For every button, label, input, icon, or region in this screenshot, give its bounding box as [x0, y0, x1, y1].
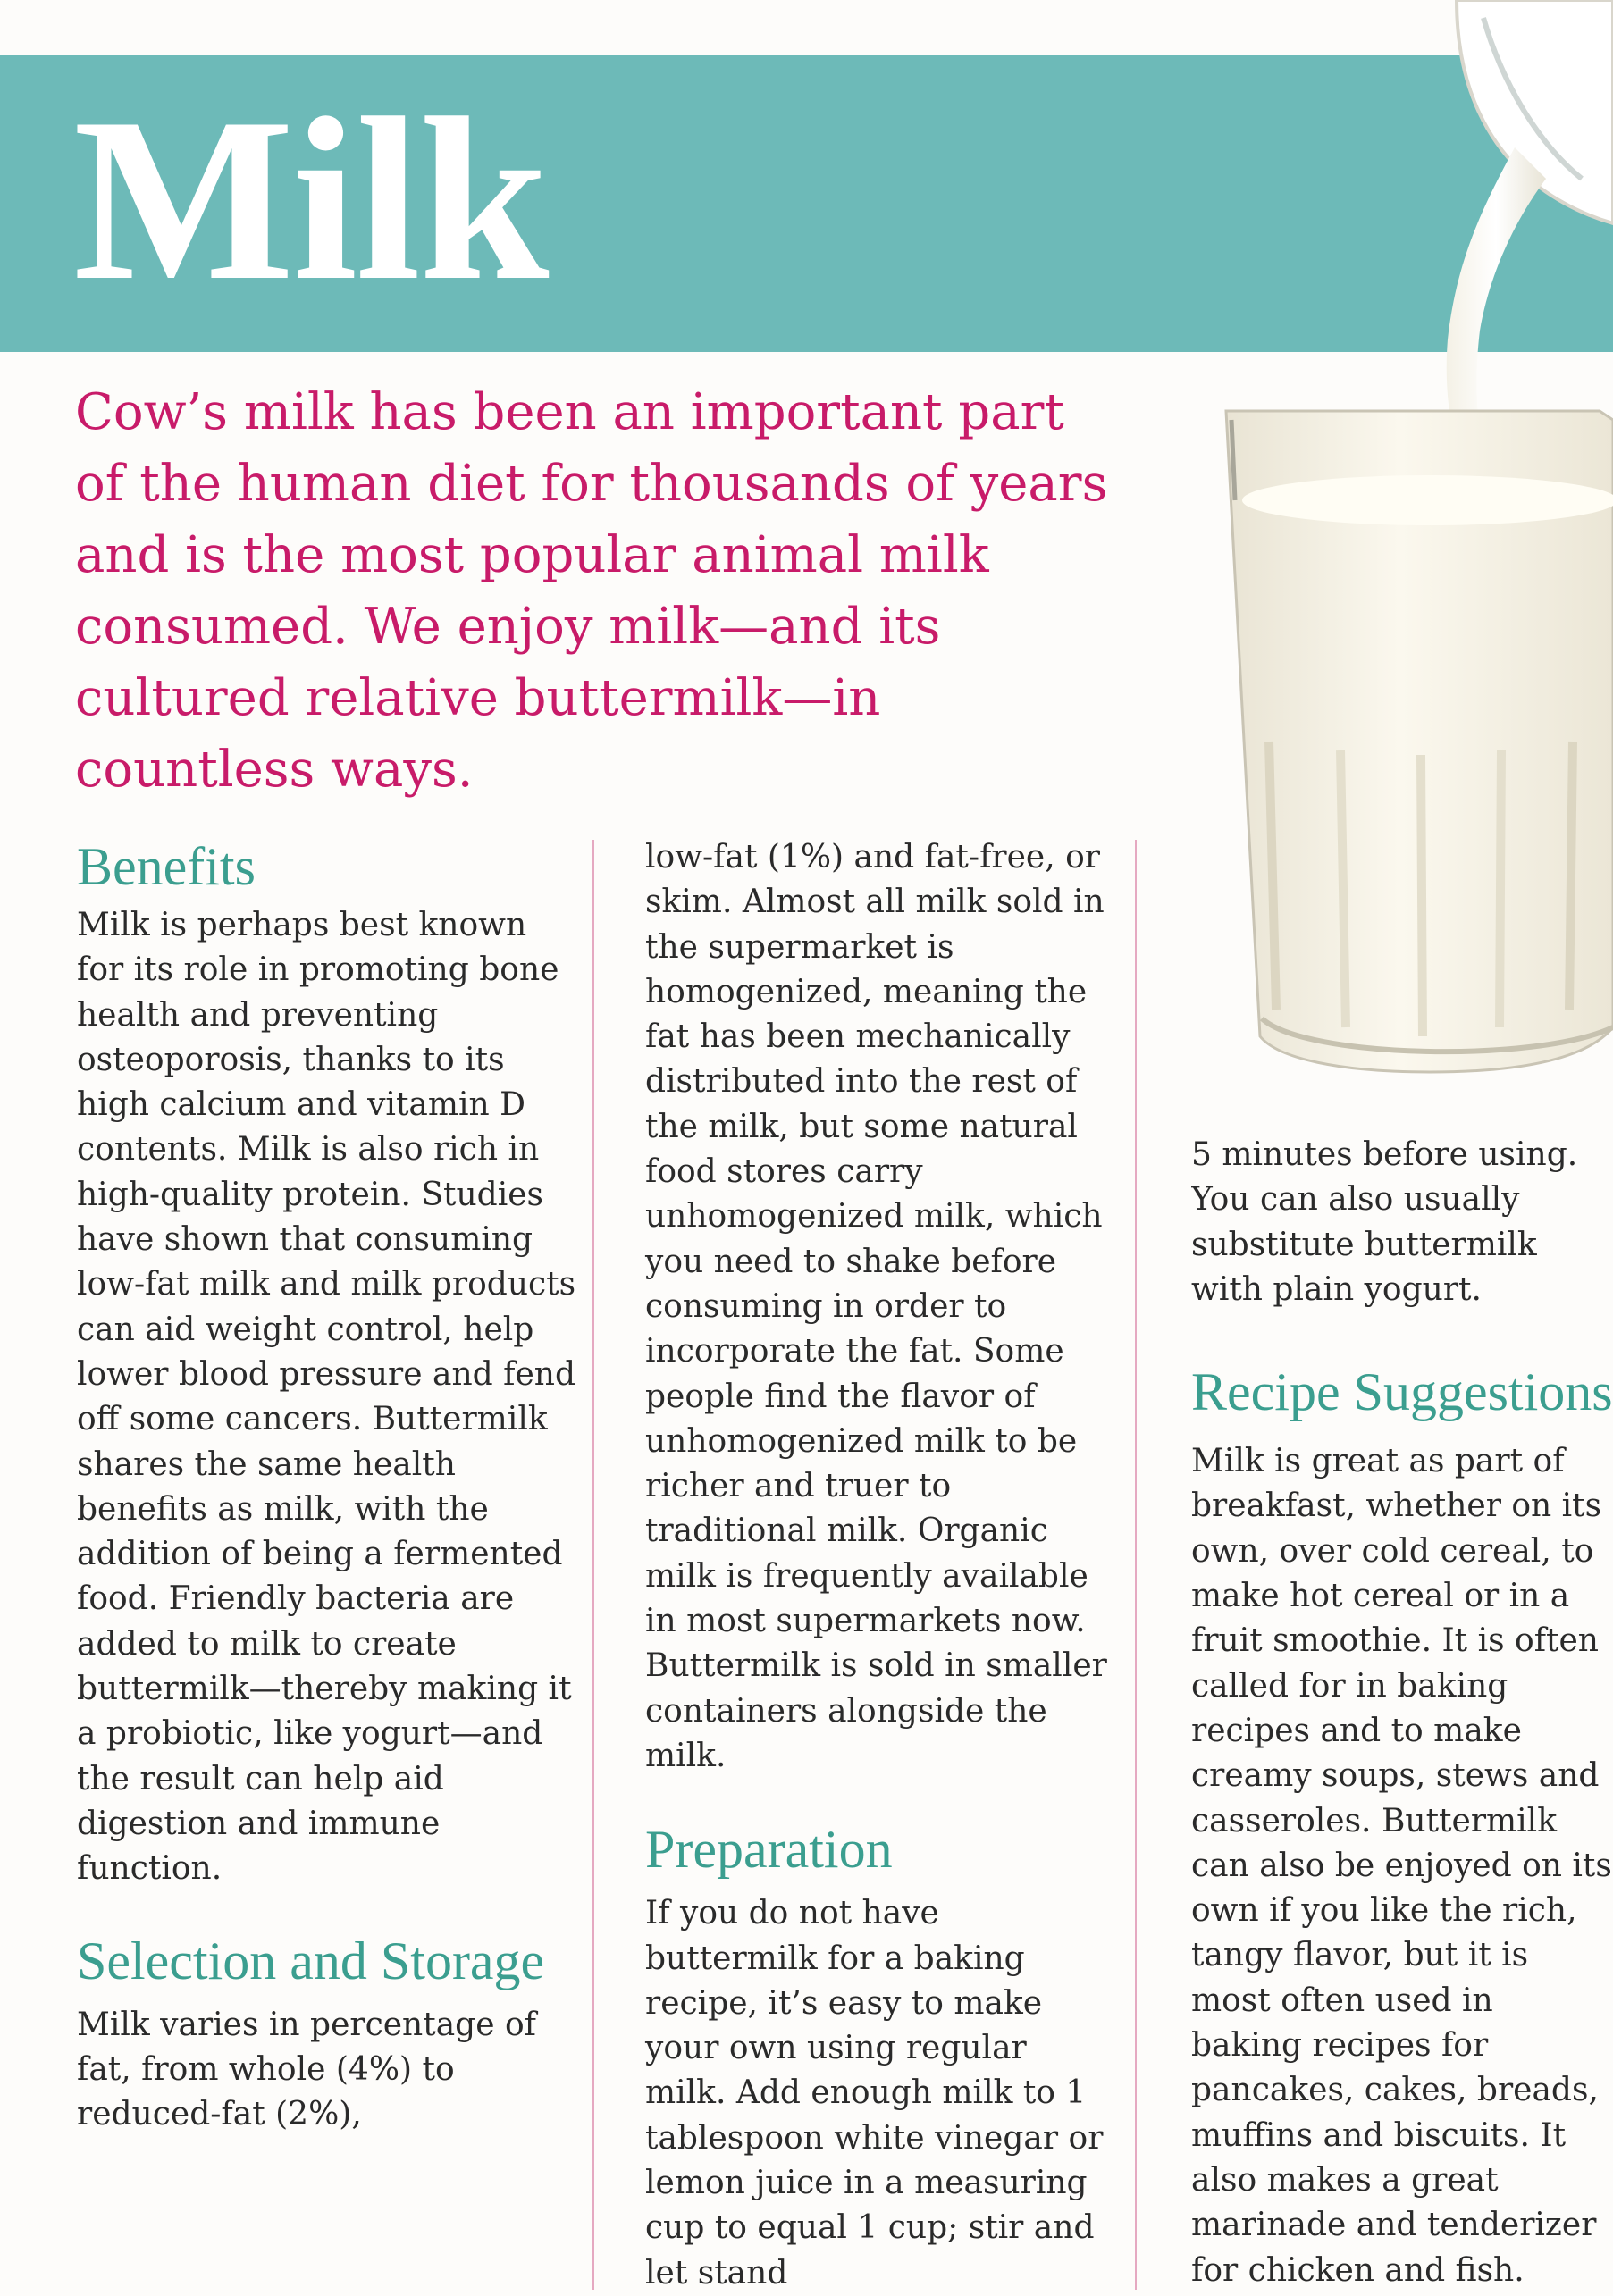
page-title: Milk — [73, 70, 548, 329]
column-divider — [1135, 840, 1137, 2290]
preparation-text-part2: 5 minutes before using. You can also usually substitute buttermilk with plain yogurt. — [1191, 1136, 1578, 1308]
column-divider — [592, 840, 594, 2290]
selection-text-part2: low-fat (1%) and fat-free, or skim. Almost all milk sold in the supermarket is homogenized, meaning the fat has been mechanically distributed into the rest of the milk, but some natural food stores carry unhomogenized milk, which you need to shake before consuming in order to incorporate the fat. Some people find the flavor of unhomogenized milk to be richer and truer to traditional milk. Organic milk is frequently available in most supermarkets now. Buttermilk is sold in smaller containers alongside the milk. — [645, 839, 1107, 1774]
column-2 — [645, 835, 1110, 2296]
column-3 — [1191, 1133, 1613, 2290]
intro-paragraph: Cow’s milk has been an important part of the human diet for thousands of years and is the most popular animal milk consumed. We enjoy milk—and its cultured relative buttermilk—in countless ways. — [75, 383, 1108, 799]
milk-glass-photo — [1162, 0, 1613, 1099]
selection-heading: Selection and Storage — [77, 1931, 545, 1990]
recipe-heading: Recipe Suggestions — [1191, 1362, 1613, 1422]
recipe-text: Milk is great as part of breakfast, whether on its own, over cold cereal, to make hot cereal or in a fruit smoothie. It is often called for in baking recipes and to make creamy soups, stews and casseroles. Buttermilk can also be enjoyed on its own if you like the rich, tangy flavor, but it is most often used in baking recipes for pancakes, cakes, breads, muffins and biscuits. It also makes a great marinade and tenderizer for chicken and fish. — [1191, 1443, 1612, 2289]
preparation-heading: Preparation — [645, 1820, 893, 1880]
benefits-heading: Benefits — [77, 837, 256, 896]
preparation-text-part1: If you do not have buttermilk for a baking recipe, it’s easy to make your own using regular milk. Add enough milk to 1 tablespoon white vinegar or lemon juice in a measuring cup to equal 1 cup; stir and let stand — [645, 1895, 1104, 2292]
benefits-text: Milk is perhaps best known for its role in promoting bone health and preventing osteoporosis, thanks to its high calcium and vitamin D contents. Milk is also rich in high-quality protein. Studies have shown that consuming low-fat milk and milk products can aid weight control, help lower blood pressure and fend off some cancers. Buttermilk shares the same health benefits as milk, with the addition of being a fermented food. Friendly bacteria are added to milk to create buttermilk—thereby making it a probiotic, like yogurt—and the result can help aid digestion and immune function. — [77, 907, 576, 1888]
column-1 — [77, 835, 577, 2137]
selection-text-part1: Milk varies in percentage of fat, from whole (4%) to reduced-fat (2%), — [77, 2006, 536, 2133]
